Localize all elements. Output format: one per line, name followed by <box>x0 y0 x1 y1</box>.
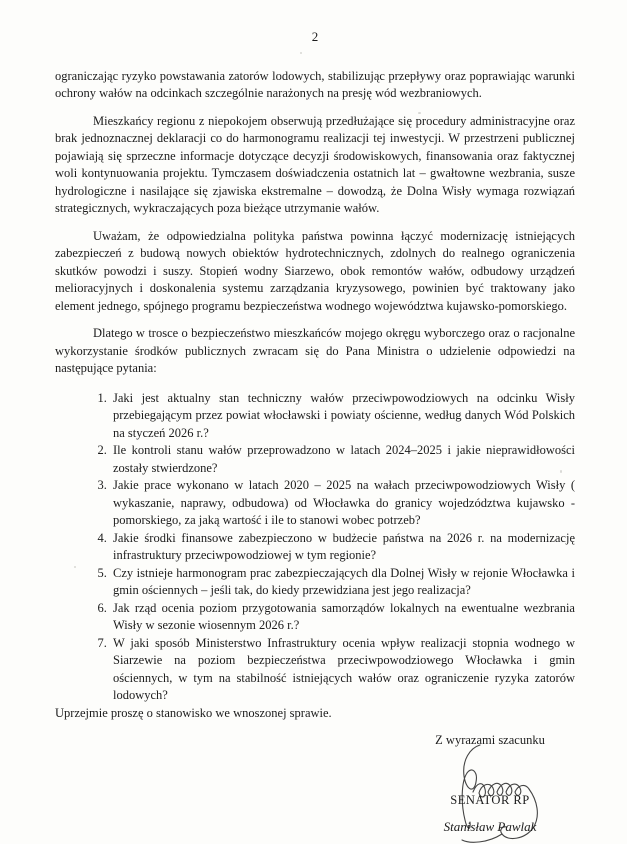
question-item-3: 3. Jakie prace wykonano w latach 2020 – 2025 na wałach przeciwpowodziowych Wisły ( wykaszanie, naprawy, odbudowa) od Włocławka do granicy wojedzództwa kujawsko - pomorskiego, za jaką wartość i ile to stanowi wobec potrzeb? <box>110 477 575 530</box>
question-item-1: 1. Jaki jest aktualny stan techniczny wałów przeciwpowodziowych na odcinku Wisły przebiegającym przez powiat włocławski i powiaty ościenne, według danych Wód Polskich na styczeń 2026 r.? <box>110 390 575 443</box>
scan-speck <box>74 566 76 568</box>
salutation: Z wyrazami szacunku <box>435 733 545 747</box>
sender-title: SENATOR RP <box>450 792 530 807</box>
question-item-7: 7. W jaki sposób Ministerstwo Infrastruktury ocenia wpływ realizacji stopnia wodnego w Siarzewie na poziom bezpieczeństwa przeciwpowodziowego Włocławka i gmin ościennych, w tym na stabilność istniejących wałów oraz ograniczenie ryzyka zatorów lodowych? <box>110 635 575 705</box>
scan-speck <box>418 112 421 114</box>
page-number: 2 <box>311 29 319 44</box>
scan-speck <box>560 470 562 473</box>
signature-area <box>400 750 580 844</box>
question-item-4: 4. Jakie środki finansowe zabezpieczono w budżecie państwa na 2026 r. na modernizację infrastruktury przeciwpowodziowej w tym regionie? <box>110 530 575 565</box>
closing-line: Uprzejmie proszę o stanowisko we wnoszonej sprawie. <box>55 705 332 720</box>
scan-speck <box>300 52 302 54</box>
body-paragraph-4: Dlatego w trosce o bezpieczeństwo mieszkańców mojego okręgu wyborczego oraz o racjonalne wykorzystanie środków publicznych zwracam się do Pana Ministra o udzielenie odpowiedzi na następujące pytania: <box>55 326 575 375</box>
letter-body <box>55 68 575 723</box>
signoff-block <box>400 732 580 844</box>
questions-list <box>55 390 575 705</box>
body-paragraph-2: Mieszkańcy regionu z niepokojem obserwują przedłużające się procedury administracyjne oraz brak jednoznacznej deklaracji co do harmonogramu realizacji tej inwestycji. W przestrzeni publicznej pojawiają się sprzeczne informacje dotyczące decyzji środowiskowych, finansowania oraz faktycznej woli kontynuowania projektu. Tymczasem doświadczenia ostatnich lat – gwałtowne wezbrania, susze hydrologiczne i nasilające się zjawiska ekstremalne – dowodzą, że Dolna Wisły wymaga rozwiązań strategicznych, wykraczających poza bieżące utrzymanie wałów. <box>55 113 575 215</box>
body-paragraph-1: ograniczając ryzyko powstawania zatorów lodowych, stabilizując przepływy oraz poprawiając warunki ochrony wałów na odcinkach szczególnie narażonych na presję wód wezbraniowych. <box>55 68 575 100</box>
question-item-2: 2. Ile kontroli stanu wałów przeprowadzono w latach 2024–2025 i jakie nieprawidłowości zostały stwierdzone? <box>110 442 575 477</box>
body-paragraph-3: Uważam, że odpowiedzialna polityka państwa powinna łączyć modernizację istniejących zabezpieczeń z budową nowych obiektów hydrotechnicznych, zdolnych do realnego ograniczenia skutków powodzi i suszy. Stopień wodny Siarzewo, obok remontów wałów, odbudowy urządzeń melioracyjnych i doskonalenia systemu zarządzania kryzysowego, powinien być traktowany jako element jednego, spójnego programu bezpieczeństwa wodnego województwa kujawsko-pomorskiego. <box>55 228 575 313</box>
question-item-5: 5. Czy istnieje harmonogram prac zabezpieczających dla Dolnej Wisły w rejonie Włocławka i gmin ościennych – jeśli tak, do kiedy przewidziana jest jego realizacja? <box>110 565 575 600</box>
question-item-6: 6. Jak rząd ocenia poziom przygotowania samorządów lokalnych na ewentualne wezbrania Wisły w sezonie wiosennym 2026 r.? <box>110 600 575 635</box>
sender-name: Stanisław Pawlak <box>443 818 537 834</box>
